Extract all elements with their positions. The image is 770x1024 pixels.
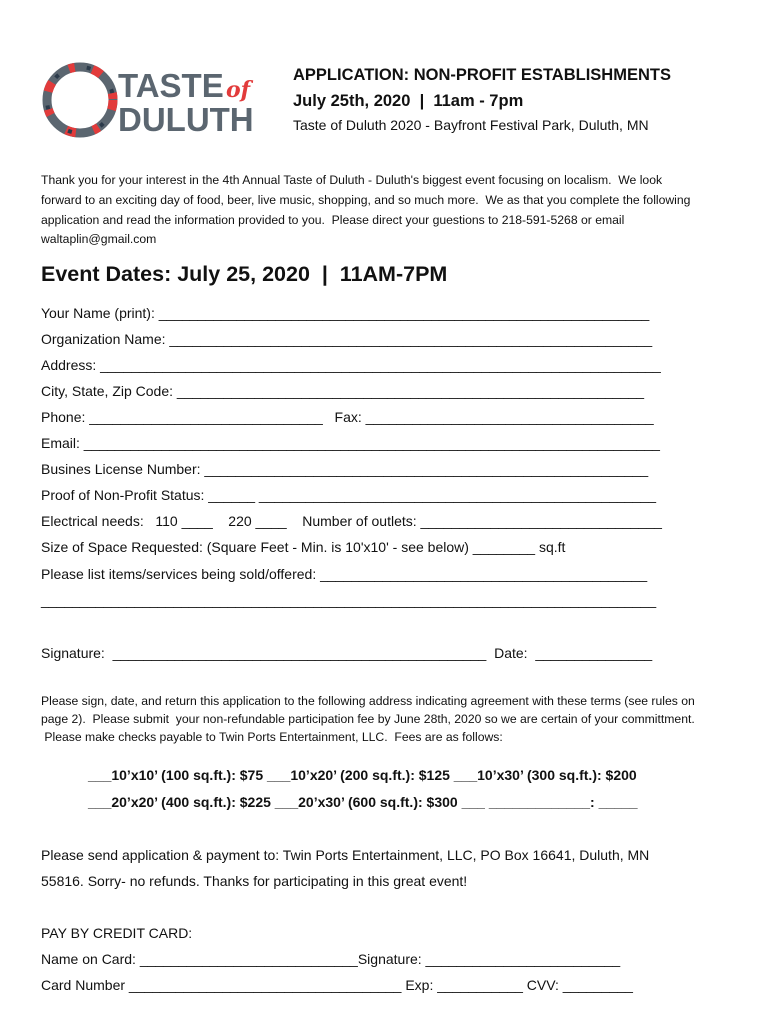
logo-word-of: of: [226, 77, 251, 103]
card-name-signature-field[interactable]: Name on Card: ____________________________Signature: _________________________: [41, 951, 621, 967]
application-title: APPLICATION: NON-PROFIT ESTABLISHMENTS: [293, 66, 671, 84]
intro-line: application and read the information provided to you. Please direct your guestions to 218-591-5268 or email: [41, 212, 625, 227]
organization-name-field[interactable]: Organization Name: ______________________________________________________________: [41, 331, 653, 347]
address-field[interactable]: Address: ________________________________________________________________________: [41, 357, 661, 373]
logo-word-taste: TASTE: [118, 67, 224, 104]
card-number-exp-cvv-field[interactable]: Card Number ___________________________________ Exp: ___________ CVV: _________: [41, 977, 633, 993]
city-state-zip-field[interactable]: City, State, Zip Code: ____________________________________________________________: [41, 383, 645, 399]
intro-line: Thank you for your interest in the 4th Annual Taste of Duluth - Duluth's biggest event focusing on localism. We look: [41, 173, 663, 187]
business-license-field[interactable]: Busines License Number: _________________________________________________________: [41, 461, 649, 477]
email-field[interactable]: Email: __________________________________________________________________________: [41, 435, 660, 451]
terms-line: page 2). Please submit your non-refundable participation fee by June 28th, 2020 so we are certain of your committment.: [41, 712, 695, 727]
items-sold-continuation-field[interactable]: _______________________________________________________________________________: [41, 592, 657, 608]
items-sold-field[interactable]: Please list items/services being sold/offered: __________________________________________: [41, 566, 648, 582]
intro-paragraph: [41, 171, 731, 250]
intro-line: waltaplin@gmail.com: [41, 232, 157, 247]
signature-date-field[interactable]: Signature: ________________________________________________ Date: _______________: [41, 645, 653, 661]
fee-options-row-2[interactable]: ___20’x20’ (400 sq.ft.): $225 ___20’x30’ (600 sq.ft.): $300 ___ _____________: _____: [88, 794, 638, 810]
non-profit-status-field[interactable]: Proof of Non-Profit Status: ______ ___________________________________________________: [41, 487, 656, 503]
your-name-field[interactable]: Your Name (print): _______________________________________________________________: [41, 305, 650, 321]
event-dates-heading: Event Dates: July 25, 2020 | 11AM-7PM: [41, 262, 448, 286]
space-size-field[interactable]: Size of Space Requested: (Square Feet - Min. is 10'x10' - see below) ________ sq.ft: [41, 539, 566, 555]
intro-line: forward to an exciting day of food, beer, live music, shopping, and so much more. We as that you complete the following: [41, 192, 691, 207]
taste-of-duluth-logo: [40, 57, 265, 142]
mailing-instructions-line: Please send application & payment to: Twin Ports Entertainment, LLC, PO Box 16641, Duluth, MN: [41, 847, 650, 863]
phone-fax-field[interactable]: Phone: ______________________________ Fax: _____________________________________: [41, 409, 654, 425]
electrical-needs-field[interactable]: Electrical needs: 110 ____ 220 ____ Number of outlets: _______________________________: [41, 513, 662, 529]
logo-word-duluth: DULUTH: [118, 101, 254, 138]
credit-card-heading: PAY BY CREDIT CARD:: [41, 925, 193, 941]
terms-line: Please make checks payable to Twin Ports Entertainment, LLC. Fees are as follows:: [41, 730, 503, 745]
event-venue-line: Taste of Duluth 2020 - Bayfront Festival Park, Duluth, MN: [293, 117, 649, 133]
mailing-instructions-line: 55816. Sorry- no refunds. Thanks for participating in this great event!: [41, 873, 468, 889]
terms-paragraph: [41, 692, 731, 747]
fee-options-row-1[interactable]: ___10’x10’ (100 sq.ft.): $75 ___10’x20’ (200 sq.ft.): $125 ___10’x30’ (300 sq.ft.): $200: [88, 767, 637, 783]
logo-ring-icon: [47, 67, 113, 133]
terms-line: Please sign, date, and return this application to the following address indicating agreement with these terms (see rules on: [41, 694, 695, 708]
event-date-line: July 25th, 2020 | 11am - 7pm: [293, 92, 524, 110]
